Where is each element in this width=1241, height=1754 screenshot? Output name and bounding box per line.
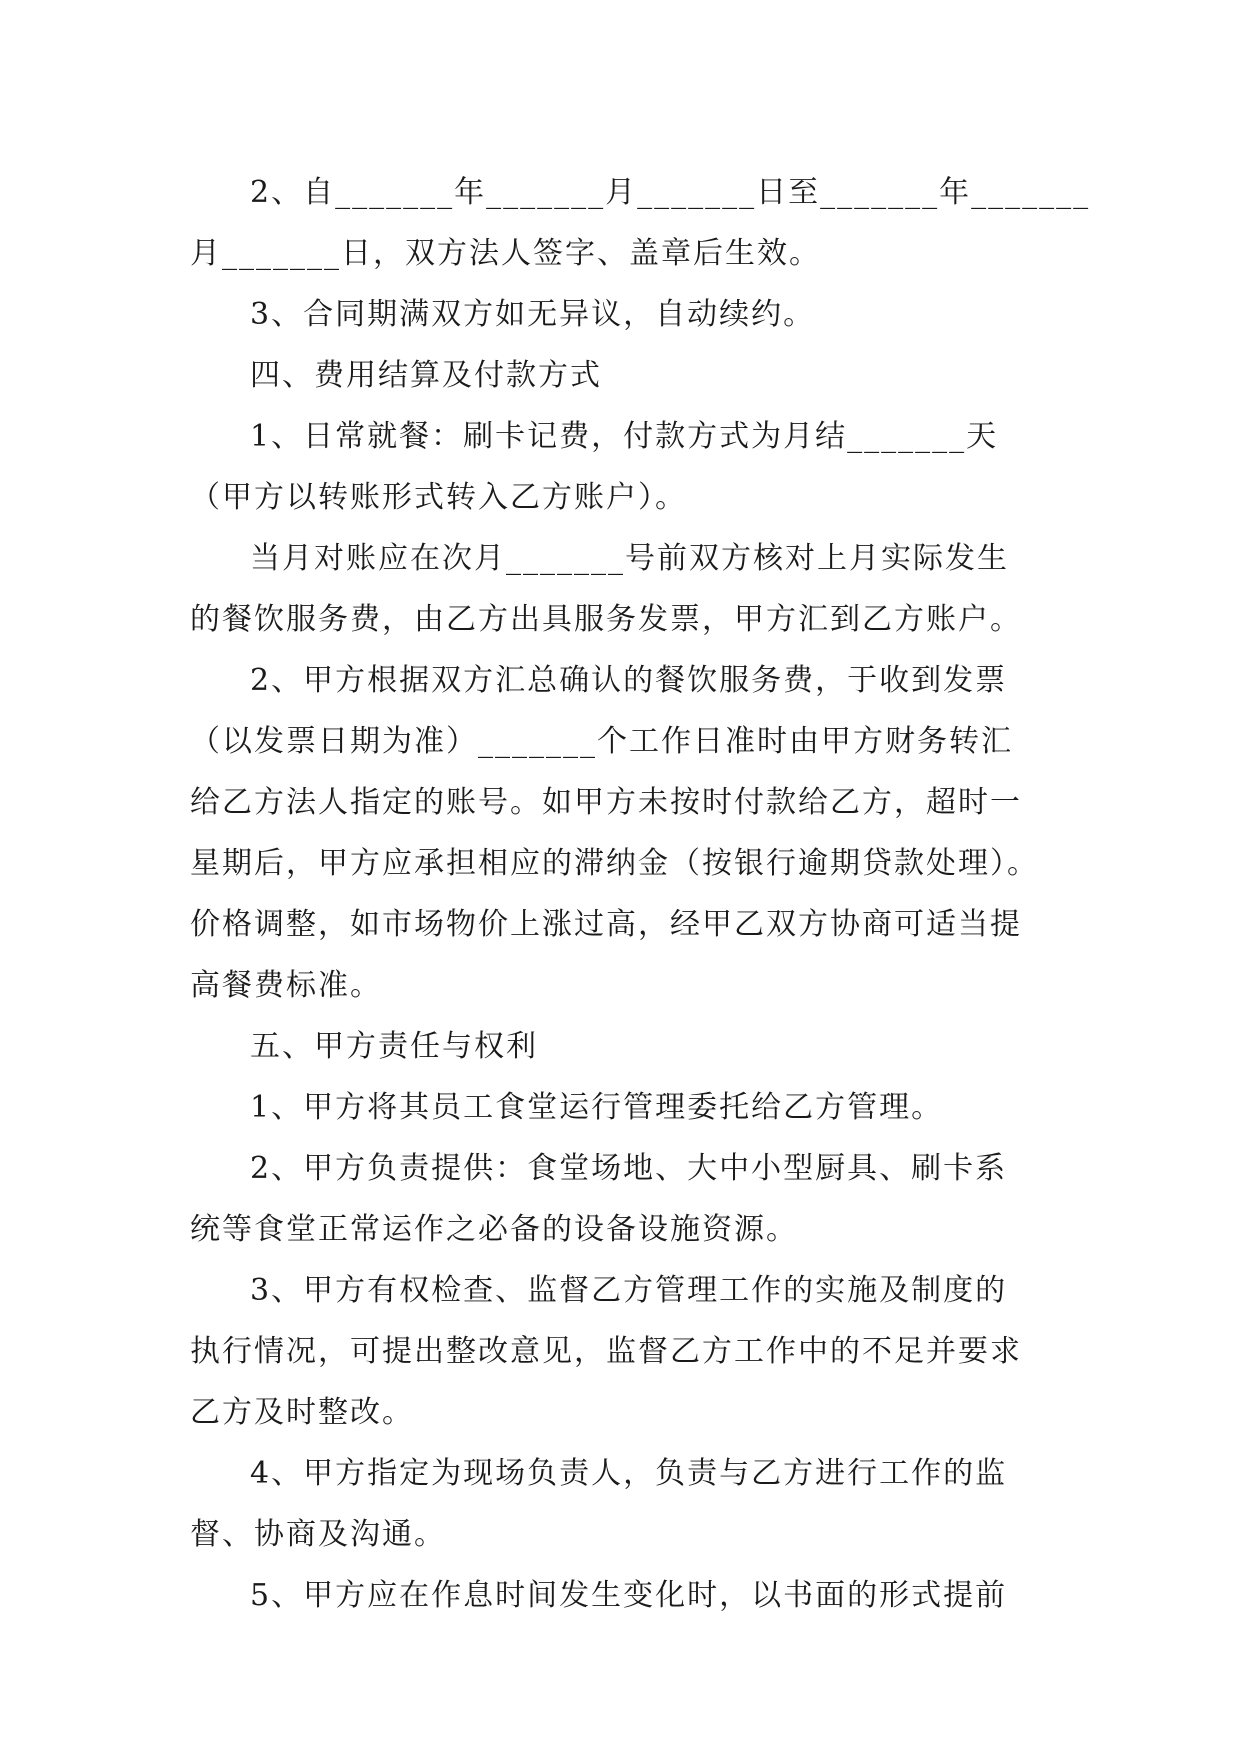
- text-line: 当月对账应在次月_______号前双方核对上月实际发生: [250, 541, 1009, 576]
- section-heading: 五、甲方责任与权利: [250, 1029, 538, 1064]
- text-line: 4、甲方指定为现场负责人，负责与乙方进行工作的监: [250, 1456, 1008, 1491]
- text-line: （甲方以转账形式转入乙方账户）。: [190, 480, 687, 515]
- text-line: 星期后，甲方应承担相应的滞纳金（按银行逾期贷款处理）。: [190, 846, 1039, 881]
- section-heading: 四、费用结算及付款方式: [250, 358, 602, 393]
- text-line: 执行情况，可提出整改意见，监督乙方工作中的不足并要求: [190, 1334, 1022, 1369]
- text-line: 3、合同期满双方如无异议，自动续约。: [250, 297, 816, 332]
- text-line: 1、甲方将其员工食堂运行管理委托给乙方管理。: [250, 1090, 944, 1125]
- text-line: 2、甲方根据双方汇总确认的餐饮服务费，于收到发票: [250, 663, 1008, 698]
- text-line: 给乙方法人指定的账号。如甲方未按时付款给乙方，超时一: [190, 785, 1022, 820]
- text-line: （以发票日期为准）_______个工作日准时由甲方财务转汇: [190, 724, 1013, 759]
- text-line: 2、自_______年_______月_______日至_______年_______: [250, 175, 1091, 210]
- text-line: 统等食堂正常运作之必备的设备设施资源。: [190, 1212, 798, 1247]
- text-line: 3、甲方有权检查、监督乙方管理工作的实施及制度的: [250, 1273, 1008, 1308]
- text-line: 月_______日，双方法人签字、盖章后生效。: [190, 236, 821, 271]
- text-line: 2、甲方负责提供：食堂场地、大中小型厨具、刷卡系: [250, 1151, 1008, 1186]
- text-line: 5、甲方应在作息时间发生变化时，以书面的形式提前: [250, 1578, 1008, 1613]
- text-line: 高餐费标准。: [190, 968, 382, 1003]
- document-body: [190, 162, 1091, 1626]
- text-line: 的餐饮服务费，由乙方出具服务发票，甲方汇到乙方账户。: [190, 602, 1022, 637]
- text-line: 督、协商及沟通。: [190, 1517, 446, 1552]
- text-line: 1、日常就餐：刷卡记费，付款方式为月结_______天: [250, 419, 999, 454]
- text-line: 乙方及时整改。: [190, 1395, 414, 1430]
- text-line: 价格调整，如市场物价上涨过高，经甲乙双方协商可适当提: [190, 907, 1022, 942]
